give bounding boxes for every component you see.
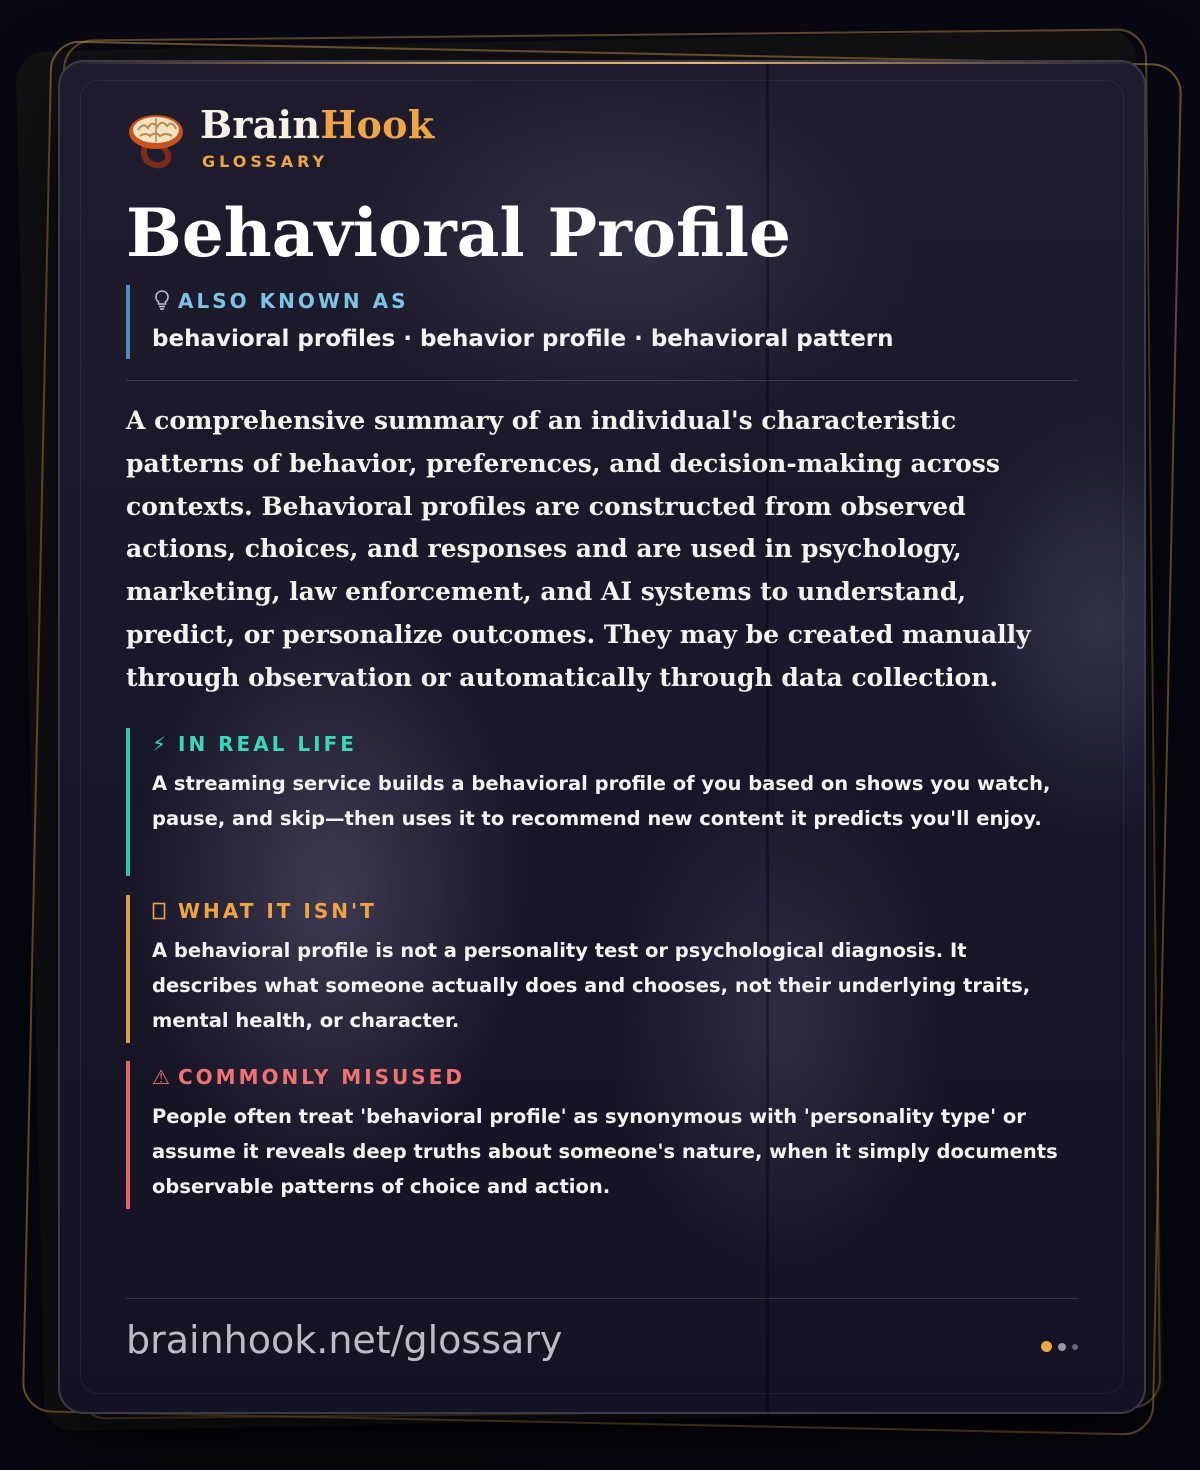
brain-hook-icon [126,110,186,170]
section-label-real-life: IN REAL LIFE [178,732,357,756]
section-commonly-misused [126,1061,1078,1209]
pagination-dot[interactable] [1072,1344,1078,1350]
pagination-dots [1035,1336,1078,1348]
no-entry-icon [152,899,178,923]
brand-name [200,102,434,147]
section-label-what-it-isnt: WHAT IT ISN'T [178,899,377,923]
also-known-as-list: behavioral profiles · behavior profile · behavioral pattern [152,326,894,352]
brand-name-part2: Hook [320,102,435,147]
section-in-real-life [126,728,1078,876]
also-known-as-label: ALSO KNOWN AS [178,289,409,313]
section-body-real-life: A streaming service builds a behavioral profile of you based on shows you watch, pause, and skip—then uses it to recommend new content it predicts you'll enjoy. [152,772,1051,830]
also-known-as-heading [152,289,1056,313]
footer-divider [126,1298,1078,1299]
section-heading-commonly-misused [152,1065,1078,1089]
section-body-what-it-isnt: A behavioral profile is not a personality test or psychological diagnosis. It describes what someone actually does and chooses, not their underlying traits, mental health, or character. [152,939,1031,1032]
brand-subtitle: GLOSSARY [202,152,329,171]
footer-url[interactable]: brainhook.net/glossary [126,1318,563,1362]
warning-icon: ⚠ [152,1065,170,1089]
glossary-card [58,60,1146,1414]
section-heading-real-life [152,732,1078,756]
section-label-commonly-misused: COMMONLY MISUSED [178,1065,465,1089]
definition-text: A comprehensive summary of an individual's characteristic patterns of behavior, preferences, and decision-making across contexts. Behavioral profiles are constructed from observed actions, choices, and responses and are used in psychology, marketing, law enforcement, and AI systems to understand, predict, or personalize outcomes. They may be created manually through observation or automatically through data collection. [126,406,1031,692]
pagination-dot[interactable] [1058,1343,1066,1351]
section-what-it-isnt [126,895,1078,1043]
lightning-icon: ⚡ [152,732,167,756]
brand-name-part1: Brain [200,102,321,147]
divider [126,380,1078,381]
also-known-as-block [126,285,1056,359]
lightbulb-icon [152,289,172,311]
pagination-dot-active[interactable] [1041,1341,1052,1352]
section-heading-what-it-isnt [152,899,1078,923]
term-title: Behavioral Profile [126,194,792,272]
section-body-commonly-misused: People often treat 'behavioral profile' as synonymous with 'personality type' or assume it reveals deep truths about someone's nature, when it simply documents observable patterns of choice and action. [152,1105,1058,1198]
